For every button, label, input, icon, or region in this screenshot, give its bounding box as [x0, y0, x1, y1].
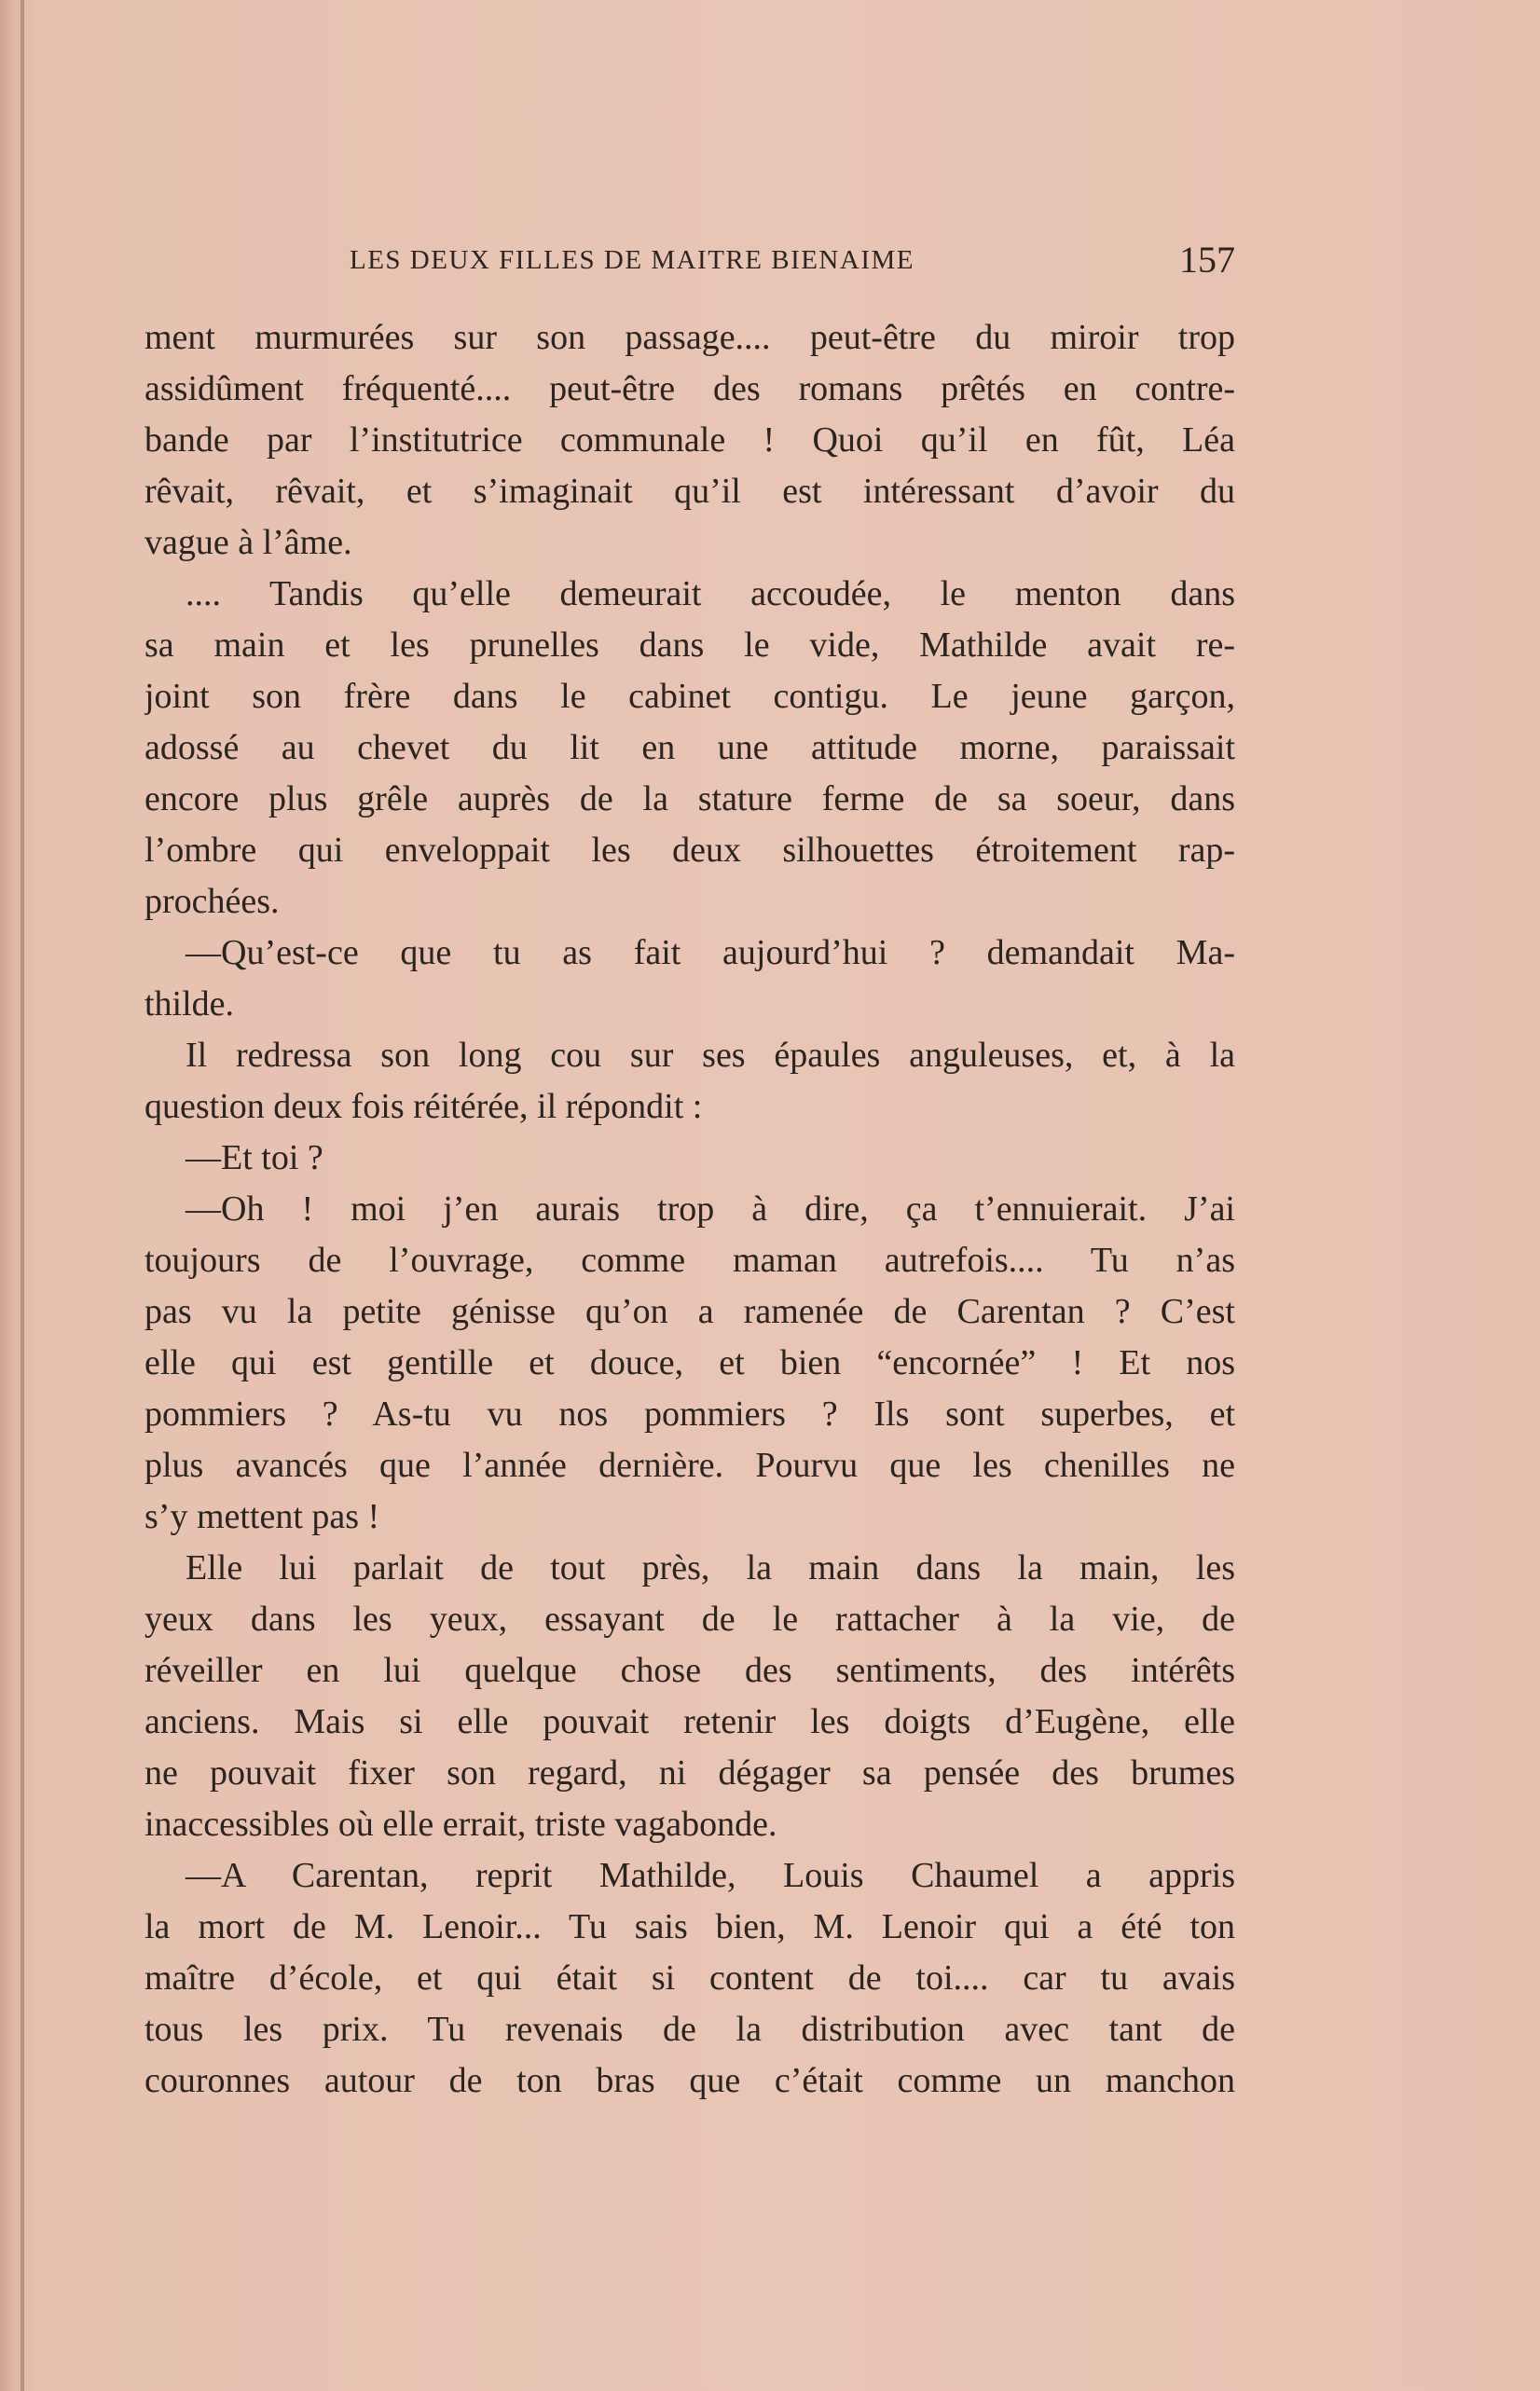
text-line: prochées.: [144, 882, 280, 921]
text-line: Il redressa son long cou sur ses épaules anguleuses, et, à la: [186, 1036, 1235, 1075]
text-line: réveiller en lui quelque chose des sentiments, des intérêts: [144, 1651, 1235, 1690]
text-line: l’ombre qui enveloppait les deux silhouettes étroitement rap-: [144, 831, 1235, 870]
text-line: joint son frère dans le cabinet contigu. Le jeune garçon,: [144, 677, 1235, 716]
text-line: yeux dans les yeux, essayant de le rattacher à la vie, de: [144, 1600, 1235, 1639]
text-line: couronnes autour de ton bras que c’était comme un manchon: [144, 2061, 1235, 2100]
text-line: .... Tandis qu’elle demeurait accoudée, le menton dans: [186, 574, 1235, 613]
running-title: LES DEUX FILLES DE MAITRE BIENAIME: [350, 245, 914, 275]
text-line: anciens. Mais si elle pouvait retenir les doigts d’Eugène, elle: [144, 1702, 1235, 1741]
text-line: vague à l’âme.: [144, 523, 352, 562]
text-line: —Oh ! moi j’en aurais trop à dire, ça t’ennuierait. J’ai: [186, 1189, 1235, 1229]
page-binding-edge: [21, 0, 24, 2391]
text-line: encore plus grêle auprès de la stature ferme de sa soeur, dans: [144, 779, 1235, 818]
text-line: s’y mettent pas !: [144, 1497, 380, 1536]
text-line: tous les prix. Tu revenais de la distribution avec tant de: [144, 2010, 1235, 2049]
text-line: —A Carentan, reprit Mathilde, Louis Chaumel a appris: [186, 1856, 1235, 1895]
page-number: 157: [1179, 239, 1235, 281]
text-line: inaccessibles où elle errait, triste vagabonde.: [144, 1805, 777, 1844]
text-line: —Et toi ?: [186, 1138, 323, 1177]
text-line: adossé au chevet du lit en une attitude morne, paraissait: [144, 728, 1235, 767]
text-line: sa main et les prunelles dans le vide, Mathilde avait re-: [144, 625, 1235, 665]
text-line: —Qu’est-ce que tu as fait aujourd’hui ? demandait Ma-: [186, 933, 1235, 972]
text-line: maître d’école, et qui était si content de toi.... car tu avais: [144, 1958, 1235, 1998]
text-line: assidûment fréquenté.... peut-être des romans prêtés en contre-: [144, 369, 1235, 408]
text-line: rêvait, rêvait, et s’imaginait qu’il est intéressant d’avoir du: [144, 472, 1235, 511]
text-line: la mort de M. Lenoir... Tu sais bien, M. Lenoir qui a été ton: [144, 1907, 1235, 1946]
text-line: Elle lui parlait de tout près, la main dans la main, les: [186, 1548, 1235, 1587]
text-line: ne pouvait fixer son regard, ni dégager sa pensée des brumes: [144, 1753, 1235, 1793]
text-line: question deux fois réitérée, il répondit :: [144, 1087, 703, 1126]
body-text: [144, 312, 1235, 2107]
text-line: pommiers ? As-tu vu nos pommiers ? Ils sont superbes, et: [144, 1395, 1235, 1434]
text-line: toujours de l’ouvrage, comme maman autrefois.... Tu n’as: [144, 1241, 1235, 1280]
page-header: [144, 238, 1235, 284]
text-line: thilde.: [144, 984, 235, 1024]
text-line: bande par l’institutrice communale ! Quoi qu’il en fût, Léa: [144, 420, 1235, 460]
text-line: elle qui est gentille et douce, et bien “encornée” ! Et nos: [144, 1343, 1235, 1382]
text-line: ment murmurées sur son passage.... peut-être du miroir trop: [144, 318, 1235, 357]
text-line: pas vu la petite génisse qu’on a ramenée de Carentan ? C’est: [144, 1292, 1235, 1331]
text-line: plus avancés que l’année dernière. Pourvu que les chenilles ne: [144, 1446, 1235, 1485]
